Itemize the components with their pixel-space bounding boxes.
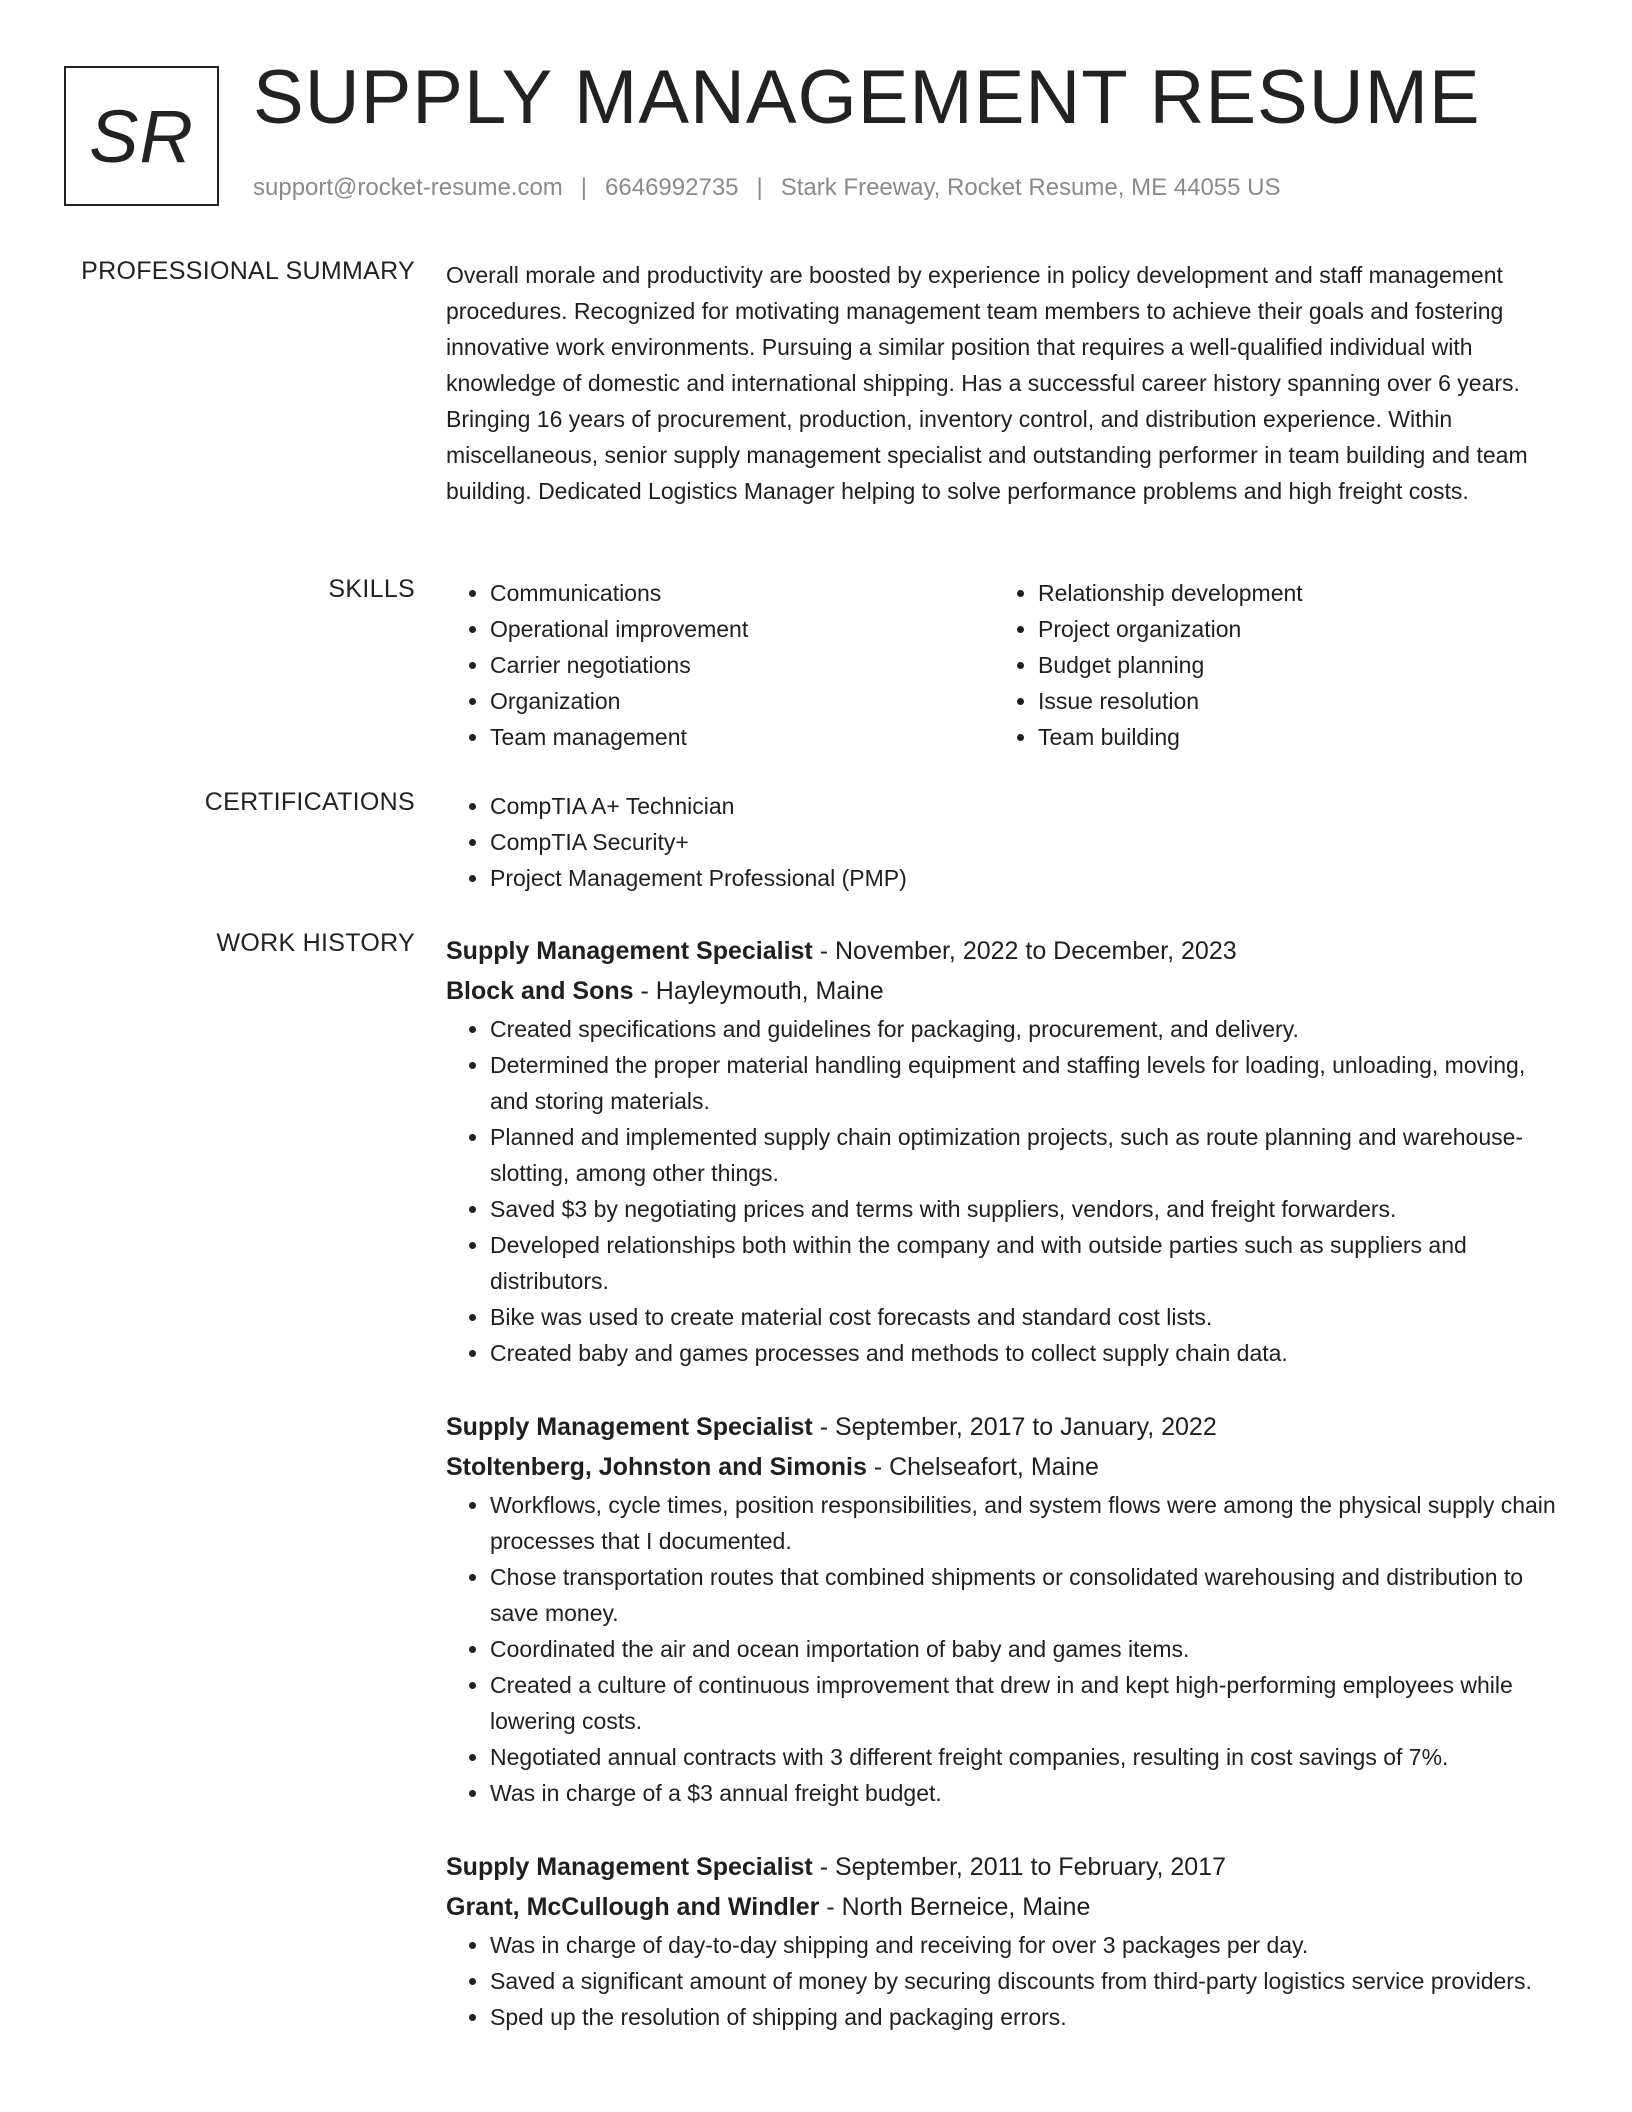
job-title-line	[446, 1847, 1558, 1887]
contact-separator: |	[756, 174, 763, 201]
job-bullet: • Sped up the resolution of shipping and packaging errors.	[490, 1999, 1558, 2035]
skill-item: • Team management	[490, 719, 994, 755]
skills-grid	[446, 575, 1558, 755]
job-title-line	[446, 931, 1558, 971]
contact-address: Stark Freeway, Rocket Resume, ME 44055 US	[780, 174, 1281, 201]
job-bullet-list	[446, 1011, 1558, 1371]
skill-item: • Budget planning	[1038, 647, 1542, 683]
monogram-box	[64, 66, 219, 206]
job-company-line	[446, 1447, 1558, 1487]
contact-line	[253, 174, 1281, 202]
job-company-line	[446, 971, 1558, 1011]
job-title: Supply Management Specialist	[446, 937, 813, 965]
job-bullet: • Created specifications and guidelines for packaging, procurement, and delivery.	[490, 1011, 1558, 1047]
certifications-heading: CERTIFICATIONS	[204, 788, 415, 816]
job-dates: - September, 2017 to January, 2022	[819, 1413, 1217, 1441]
contact-email: support@rocket-resume.com	[253, 174, 563, 201]
skills-body	[446, 575, 1558, 755]
certifications-list	[446, 788, 1558, 896]
job-title-line	[446, 1407, 1558, 1447]
job-bullet-list	[446, 1927, 1558, 2035]
job-dates: - September, 2011 to February, 2017	[819, 1853, 1226, 1881]
skill-item: • Relationship development	[1038, 575, 1542, 611]
skills-list-left	[446, 575, 994, 755]
job-bullet: • Created baby and games processes and methods to collect supply chain data.	[490, 1335, 1558, 1371]
job-company-line	[446, 1887, 1558, 1927]
skill-item: • Operational improvement	[490, 611, 994, 647]
skills-list-right	[994, 575, 1542, 755]
contact-phone: 6646992735	[605, 174, 739, 201]
skill-item: • Issue resolution	[1038, 683, 1542, 719]
resume-title: SUPPLY MANAGEMENT RESUME	[253, 55, 1481, 140]
job-dates: - November, 2022 to December, 2023	[819, 937, 1237, 965]
job-bullet: • Saved $3 by negotiating prices and terms with suppliers, vendors, and freight forwarders.	[490, 1191, 1558, 1227]
job-bullet: • Bike was used to create material cost forecasts and standard cost lists.	[490, 1299, 1558, 1335]
job-location: - Hayleymouth, Maine	[640, 977, 884, 1005]
monogram-initials: SR	[89, 94, 194, 178]
job-bullet: • Coordinated the air and ocean importation of baby and games items.	[490, 1631, 1558, 1667]
job-company: Grant, McCullough and Windler	[446, 1893, 820, 1921]
job-bullet: • Negotiated annual contracts with 3 different freight companies, resulting in cost savings of 7%.	[490, 1739, 1558, 1775]
summary-heading: PROFESSIONAL SUMMARY	[81, 257, 415, 285]
work-history-heading: WORK HISTORY	[216, 929, 415, 957]
job-bullet: • Workflows, cycle times, position responsibilities, and system flows were among the physical supply chain processes that I documented.	[490, 1487, 1558, 1559]
skill-item: • Communications	[490, 575, 994, 611]
job-bullet: • Chose transportation routes that combined shipments or consolidated warehousing and distribution to save money.	[490, 1559, 1558, 1631]
job-bullet: • Saved a significant amount of money by securing discounts from third-party logistics service providers.	[490, 1963, 1558, 1999]
job-bullet: • Planned and implemented supply chain optimization projects, such as route planning and warehouse-slotting, among other things.	[490, 1119, 1558, 1191]
job-company: Block and Sons	[446, 977, 634, 1005]
contact-separator: |	[580, 174, 588, 201]
job-company: Stoltenberg, Johnston and Simonis	[446, 1453, 867, 1481]
job-bullet: • Created a culture of continuous improvement that drew in and kept high-performing employees while lowering costs.	[490, 1667, 1558, 1739]
job-entry	[446, 1407, 1558, 1811]
job-bullet-list	[446, 1487, 1558, 1811]
skills-column-left	[446, 575, 994, 755]
job-title: Supply Management Specialist	[446, 1853, 813, 1881]
job-entry	[446, 1847, 1558, 2035]
job-bullet: • Developed relationships both within the company and with outside parties such as suppliers and distributors.	[490, 1227, 1558, 1299]
job-location: - North Berneice, Maine	[826, 1893, 1091, 1921]
skill-item: • Carrier negotiations	[490, 647, 994, 683]
summary-body	[446, 257, 1558, 509]
summary-text: Overall morale and productivity are boosted by experience in policy development and staff management procedures. Recognized for motivating management team members to achieve their goals and fostering innovative work environments. Pursuing a similar position that requires a well-qualified individual with knowledge of domestic and international shipping. Has a successful career history spanning over 6 years. Bringing 16 years of procurement, production, inventory control, and distribution experience. Within miscellaneous, senior supply management specialist and outstanding performer in team building and team building. Dedicated Logistics Manager helping to solve performance problems and high freight costs.	[446, 262, 1528, 504]
certification-item: • CompTIA A+ Technician	[490, 788, 1558, 824]
certification-item: • CompTIA Security+	[490, 824, 1558, 860]
skill-item: • Project organization	[1038, 611, 1542, 647]
job-bullet: • Was in charge of a $3 annual freight budget.	[490, 1775, 1558, 1811]
skill-item: • Organization	[490, 683, 994, 719]
skill-item: • Team building	[1038, 719, 1542, 755]
job-location: - Chelseafort, Maine	[873, 1453, 1099, 1481]
skills-column-right	[994, 575, 1542, 755]
work-history-body	[446, 931, 1558, 2071]
certification-item: • Project Management Professional (PMP)	[490, 860, 1558, 896]
job-title: Supply Management Specialist	[446, 1413, 813, 1441]
skills-heading: SKILLS	[328, 575, 415, 603]
job-bullet: • Was in charge of day-to-day shipping and receiving for over 3 packages per day.	[490, 1927, 1558, 1963]
certifications-body	[446, 788, 1558, 896]
job-bullet: • Determined the proper material handling equipment and staffing levels for loading, unloading, moving, and storing materials.	[490, 1047, 1558, 1119]
job-entry	[446, 931, 1558, 1371]
